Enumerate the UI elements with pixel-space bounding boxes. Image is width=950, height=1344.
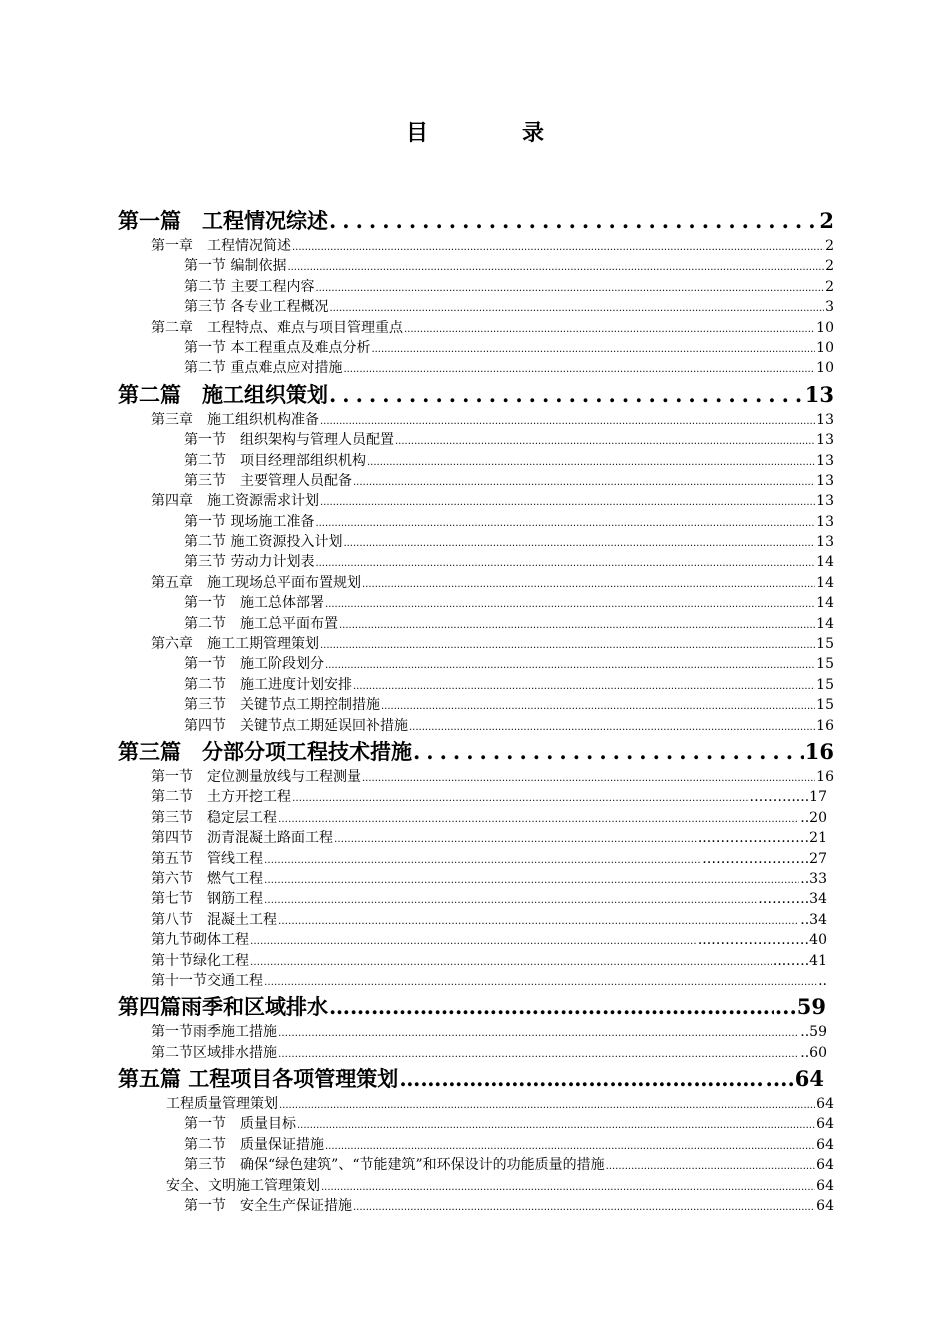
- toc-leader-dots: [381, 695, 815, 717]
- toc-leader-dots: [278, 910, 799, 932]
- toc-section-entry[interactable]: [118, 695, 834, 715]
- toc-leader-dots: [278, 1043, 799, 1065]
- toc-leader-dots: [371, 338, 815, 360]
- toc-chapter-entry[interactable]: [118, 491, 834, 511]
- toc-leader-dots: [399, 1063, 764, 1094]
- toc-page-number: 15: [816, 697, 834, 714]
- toc-entry-label: 第一章 工程情况简述: [151, 238, 291, 254]
- toc-page-number: 59: [796, 994, 826, 1020]
- toc-section-entry[interactable]: [118, 451, 834, 471]
- toc-entry-label: 第二节 施工进度计划安排: [184, 676, 352, 693]
- toc-leader-dots: [409, 716, 815, 738]
- toc-section-entry[interactable]: [118, 256, 834, 276]
- toc-chapter-entry[interactable]: [118, 236, 834, 256]
- toc-entry-label: 第五章 施工现场总平面布置规划: [151, 574, 361, 591]
- toc-page-number: 64: [816, 1177, 834, 1194]
- toc-chapter-entry[interactable]: [118, 1022, 827, 1042]
- toc-chapter-entry[interactable]: [118, 951, 827, 971]
- toc-page-number: 13: [816, 493, 834, 510]
- toc-page-number: 27: [809, 850, 827, 867]
- toc-entry-label: 第三章 施工组织机构准备: [151, 411, 319, 428]
- toc-leader-dots: [343, 358, 815, 380]
- toc-entry-label: 第一节 安全生产保证措施: [184, 1198, 352, 1215]
- toc-chapter-entry[interactable]: [118, 767, 834, 787]
- toc-leader-dots: [606, 1155, 816, 1177]
- toc-chapter-entry[interactable]: [118, 318, 834, 338]
- toc-leader-tail: ..: [818, 972, 827, 989]
- page-title: 目 录: [405, 120, 580, 146]
- toc-page-number: 15: [816, 656, 834, 673]
- toc-leader-tail: ..: [800, 870, 810, 887]
- toc-entry-label: 第二节 质量保证措施: [184, 1136, 324, 1153]
- toc-leader-dots: [362, 573, 815, 595]
- toc-page-number: 15: [816, 676, 834, 693]
- toc-page-number: 13: [816, 513, 834, 530]
- toc-chapter-entry[interactable]: [118, 1176, 834, 1196]
- toc-page-number: 13: [816, 452, 834, 469]
- toc-leader-dots: [315, 277, 824, 299]
- toc-page-number: 13: [804, 381, 834, 407]
- toc-page-number: 13: [816, 432, 834, 449]
- toc-page-number: 2: [825, 278, 834, 295]
- toc-entry-label: 第二节区域排水措施: [151, 1044, 277, 1061]
- toc-section-entry[interactable]: [118, 593, 834, 613]
- toc-entry-label: 第三节 劳动力计划表: [184, 554, 315, 571]
- toc-leader-tail: ....: [765, 1066, 795, 1092]
- toc-leader-dots: [292, 236, 824, 258]
- toc-page-number: 16: [816, 717, 834, 734]
- toc-entry-label: 第七节 钢筋工程: [151, 891, 263, 908]
- toc-leader-dots: [353, 1196, 815, 1218]
- toc-page-number: 33: [809, 870, 827, 887]
- toc-leader-tail: ..: [800, 1044, 810, 1061]
- toc-page-number: 60: [809, 1044, 827, 1061]
- toc-entry-label: 第二节 土方开挖工程: [151, 789, 291, 806]
- toc-leader-tail: ...: [774, 994, 797, 1020]
- toc-leader-dots: [329, 991, 774, 1022]
- toc-chapter-entry[interactable]: [118, 869, 827, 889]
- toc-page-number: 64: [816, 1198, 834, 1215]
- toc-section-entry[interactable]: [118, 1196, 834, 1216]
- toc-entry-label: 第一节雨季施工措施: [151, 1024, 277, 1041]
- toc-entry-label: 第二节 项目经理部组织机构: [184, 452, 366, 469]
- toc-page-number: 2: [825, 238, 834, 254]
- toc-leader-dots: [334, 828, 697, 850]
- toc-leader-tail: ..: [800, 911, 810, 928]
- toc-page-number: 16: [816, 768, 834, 785]
- toc-leader-dots: [353, 675, 815, 697]
- toc-leader-dots: [287, 256, 824, 278]
- toc-chapter-entry[interactable]: [118, 1043, 827, 1063]
- toc-leader-dots: [413, 736, 804, 767]
- toc-section-entry[interactable]: [118, 471, 834, 491]
- toc-entry-label: 第二篇 施工组织策划: [118, 381, 328, 407]
- toc-page-number: 64: [816, 1157, 834, 1174]
- toc-page-number: 14: [816, 615, 834, 632]
- toc-section-entry[interactable]: [118, 552, 834, 572]
- toc-chapter-entry[interactable]: [118, 634, 834, 654]
- toc-entry-label: 第三节 确保“绿色建筑”、“节能建筑”和环保设计的功能质量的措施: [184, 1157, 605, 1174]
- toc-section-entry[interactable]: [118, 675, 834, 695]
- toc-page-number: 3: [825, 299, 834, 316]
- toc-entry-label: 第三节 主要管理人员配备: [184, 472, 352, 489]
- toc-page-number: 13: [816, 472, 834, 489]
- toc-section-entry[interactable]: [118, 1135, 834, 1155]
- toc-entry-label: 第二节 施工资源投入计划: [184, 534, 343, 551]
- toc-leader-dots: [250, 951, 772, 973]
- toc-leader-dots: [362, 767, 815, 789]
- toc-leader-dots: [343, 532, 815, 554]
- toc-page-number: 34: [809, 911, 827, 928]
- toc-page-number: 14: [816, 574, 834, 591]
- toc-section-entry[interactable]: [118, 297, 834, 317]
- toc-entry-label: 第六节 燃气工程: [151, 870, 263, 887]
- toc-section-entry[interactable]: [118, 614, 834, 634]
- toc-chapter-entry[interactable]: [118, 787, 827, 807]
- toc-leader-dots: [325, 1135, 815, 1157]
- toc-page-number: 41: [809, 952, 827, 969]
- toc-leader-dots: [315, 512, 815, 534]
- toc-leader-dots: [278, 808, 799, 830]
- toc-page-number: 10: [816, 339, 834, 356]
- toc-entry-label: 第三篇 分部分项工程技术措施: [118, 738, 412, 764]
- toc-leader-dots: [325, 654, 815, 676]
- toc-entry-label: 第四篇雨季和区域排水: [118, 994, 328, 1020]
- toc-entry-label: 第九节砌体工程: [151, 932, 249, 949]
- toc-page-number: 64: [794, 1066, 824, 1092]
- toc-entry-label: 第三节 关键节点工期控制措施: [184, 697, 380, 714]
- toc-leader-dots: [395, 430, 815, 452]
- toc-leader-dots: [320, 491, 815, 513]
- toc-leader-dots: [404, 318, 815, 340]
- toc-entry-label: 第二节 施工总平面布置: [184, 615, 338, 632]
- toc-leader-dots: [320, 410, 815, 432]
- toc-page-number: 21: [809, 830, 827, 847]
- toc-leader-dots: [353, 471, 815, 493]
- toc-section-entry[interactable]: [118, 338, 834, 358]
- toc-entry-label: 第八节 混凝土工程: [151, 911, 277, 928]
- toc-page-number: 14: [816, 595, 834, 612]
- toc-entry-label: 第二章 工程特点、难点与项目管理重点: [151, 319, 403, 336]
- toc-section-entry[interactable]: [118, 512, 834, 532]
- toc-entry-label: 第二节 主要工程内容: [184, 278, 315, 295]
- toc-entry-label: 第四节 沥青混凝土路面工程: [151, 830, 333, 847]
- toc-entry-label: 第六章 施工工期管理策划: [151, 636, 319, 653]
- toc-leader-dots: [297, 1114, 815, 1136]
- toc-part-entry[interactable]: [118, 379, 834, 410]
- toc-page-number: 20: [809, 809, 827, 826]
- toc-leader-tail: ..: [800, 809, 810, 826]
- toc-leader-tail: ..: [800, 1024, 810, 1041]
- toc-entry-label: 第十一节交通工程: [151, 972, 263, 989]
- toc-leader-dots: [339, 614, 815, 636]
- toc-section-entry[interactable]: [118, 716, 834, 736]
- toc-entry-label: 第一节 定位测量放线与工程测量: [151, 768, 361, 785]
- toc-page-number: 17: [809, 789, 827, 806]
- toc-page-number: 2: [819, 208, 834, 233]
- toc-page-number: 64: [816, 1096, 834, 1113]
- toc-leader-dots: [264, 849, 701, 871]
- toc-page-number: 10: [816, 319, 834, 336]
- toc-entry-label: 第四章 施工资源需求计划: [151, 493, 319, 510]
- toc-leader-dots: [292, 787, 748, 809]
- toc-page-number: 64: [816, 1116, 834, 1133]
- toc-entry-label: 安全、文明施工管理策划: [166, 1177, 320, 1194]
- toc-entry-label: 第三节 各专业工程概况: [184, 299, 329, 316]
- toc-entry-label: 第四节 关键节点工期延误回补措施: [184, 717, 408, 734]
- toc-part-entry[interactable]: [118, 205, 834, 236]
- toc-leader-dots: [264, 869, 799, 891]
- toc-entry-label: 第三节 稳定层工程: [151, 809, 277, 826]
- toc-section-entry[interactable]: [118, 1114, 834, 1134]
- toc-page-number: 16: [804, 738, 834, 764]
- toc-entry-label: 第一节 质量目标: [184, 1116, 296, 1133]
- toc-entry-label: 第一节 本工程重点及难点分析: [184, 339, 371, 356]
- toc-leader-dots: [315, 552, 815, 574]
- toc-part-entry[interactable]: [118, 736, 834, 767]
- toc-leader-dots: [329, 297, 824, 319]
- toc-section-entry[interactable]: [118, 430, 834, 450]
- toc-chapter-entry[interactable]: [118, 573, 834, 593]
- toc-part-entry[interactable]: [118, 991, 826, 1022]
- toc-chapter-entry[interactable]: [118, 910, 827, 930]
- toc-leader-dots: [278, 1022, 799, 1044]
- toc-entry-label: 第五节 管线工程: [151, 850, 263, 867]
- toc-chapter-entry[interactable]: [118, 930, 827, 950]
- toc-section-entry[interactable]: [118, 358, 834, 378]
- toc-page-number: 13: [816, 411, 834, 428]
- toc-entry-label: 第一篇 工程情况综述: [118, 208, 328, 233]
- toc-entry-label: 第二节 重点难点应对措施: [184, 360, 343, 377]
- toc-page-number: 10: [816, 360, 834, 377]
- toc-entry-label: 第一节 施工阶段划分: [184, 656, 324, 673]
- toc-chapter-entry[interactable]: [118, 410, 834, 430]
- toc-leader-dots: [264, 971, 817, 993]
- toc-chapter-entry[interactable]: [118, 808, 827, 828]
- toc-leader-dots: [325, 593, 815, 615]
- toc-chapter-entry[interactable]: [118, 971, 827, 991]
- toc-section-entry[interactable]: [118, 654, 834, 674]
- toc-leader-dots: [367, 451, 815, 473]
- toc-page-number: 40: [809, 932, 827, 949]
- toc-page-number: 34: [809, 891, 827, 908]
- toc-entry-label: 工程质量管理策划: [166, 1096, 278, 1113]
- toc-entry-label: 第一节 编制依据: [184, 258, 287, 275]
- toc-leader-dots: [321, 1176, 815, 1198]
- toc-chapter-entry[interactable]: [118, 828, 827, 848]
- toc-entry-label: 第一节 施工总体部署: [184, 595, 324, 612]
- toc-leader-dots: [320, 634, 815, 656]
- toc-section-entry[interactable]: [118, 532, 834, 552]
- toc-page-number: 14: [816, 554, 834, 571]
- toc-leader-tail: ………....: [749, 789, 810, 806]
- toc-leader-tail: .……….: [758, 891, 810, 908]
- toc-leader-tail: .………………….: [702, 850, 810, 867]
- toc-leader-tail: ...…………………: [697, 830, 810, 847]
- toc-page-number: 13: [816, 534, 834, 551]
- table-of-contents: [118, 205, 834, 1216]
- toc-entry-label: 第十节绿化工程: [151, 952, 249, 969]
- toc-page-number: 15: [816, 636, 834, 653]
- toc-page-number: 59: [809, 1024, 827, 1041]
- toc-leader-dots: [279, 1094, 815, 1116]
- toc-section-entry[interactable]: [118, 1155, 834, 1175]
- toc-entry-label: 第五篇 工程项目各项管理策划: [118, 1066, 399, 1092]
- toc-page-number: 64: [816, 1136, 834, 1153]
- toc-leader-tail: ...…………………: [697, 932, 810, 949]
- toc-entry-label: 第一节 组织架构与管理人员配置: [184, 432, 394, 449]
- toc-leader-dots: [264, 889, 757, 911]
- toc-leader-dots: [329, 205, 818, 236]
- toc-leader-dots: [329, 379, 804, 410]
- toc-leader-tail: ....….: [772, 952, 810, 969]
- toc-part-entry[interactable]: [118, 1063, 824, 1094]
- toc-section-entry[interactable]: [118, 277, 834, 297]
- toc-page-number: 2: [825, 258, 834, 275]
- toc-chapter-entry[interactable]: [118, 889, 827, 909]
- toc-leader-dots: [250, 930, 697, 952]
- toc-chapter-entry[interactable]: [118, 1094, 834, 1114]
- toc-entry-label: 第一节 现场施工准备: [184, 513, 315, 530]
- toc-chapter-entry[interactable]: [118, 849, 827, 869]
